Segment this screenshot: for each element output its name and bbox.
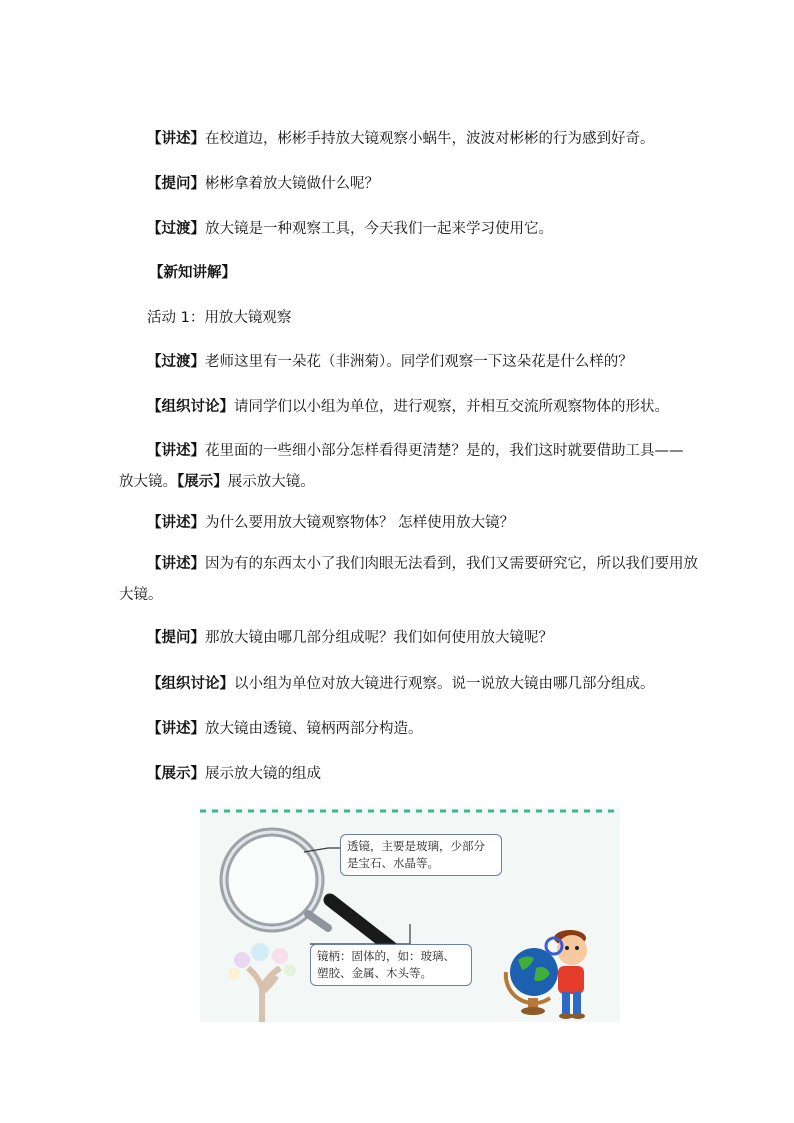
handle-callout-line: 镜柄：固体的，如：玻璃、 bbox=[317, 949, 455, 963]
paragraph-text: 展示放大镜。 bbox=[227, 474, 315, 490]
paragraph-text: 放大镜。 bbox=[119, 474, 177, 490]
paragraph-tag: 【讲述】 bbox=[147, 721, 205, 737]
paragraph-text: 为什么要用放大镜观察物体？ 怎样使用放大镜？ bbox=[205, 515, 515, 531]
paragraph-text: 请同学们以小组为单位，进行观察，并相互交流所观察物体的形状。 bbox=[234, 399, 669, 415]
paragraph-text: 以小组为单位对放大镜进行观察。说一说放大镜由哪几部分组成。 bbox=[234, 676, 655, 692]
paragraph-text: 老师这里有一朵花（非洲菊）。同学们观察一下这朵花是什么样的？ bbox=[205, 354, 633, 370]
paragraph bbox=[147, 129, 655, 149]
paragraph-text: 在校道边，彬彬手持放大镜观察小蜗牛，波波对彬彬的行为感到好奇。 bbox=[205, 131, 655, 147]
paragraph bbox=[147, 628, 553, 648]
activity-title bbox=[147, 308, 291, 328]
paragraph-text: 因为有的东西太小了我们肉眼无法看到，我们又需要研究它，所以我们要用放 bbox=[205, 556, 698, 572]
paragraph-tag: 【过渡】 bbox=[147, 354, 205, 370]
paragraph-tag: 【讲述】 bbox=[147, 556, 205, 572]
handle-callout bbox=[310, 944, 472, 986]
lens-callout-line: 是宝石、水晶等。 bbox=[347, 856, 439, 870]
paragraph bbox=[147, 764, 321, 784]
paragraph bbox=[147, 554, 698, 574]
paragraph bbox=[147, 674, 655, 694]
lens-callout-line: 透镜，主要是玻璃，少部分 bbox=[347, 839, 485, 853]
paragraph-tag: 【讲述】 bbox=[147, 131, 205, 147]
paragraph-text: 花里面的一些细小部分怎样看得更清楚？是的，我们这时就要借助工具—— bbox=[205, 443, 684, 459]
paragraph bbox=[147, 513, 514, 533]
handle-callout-line: 塑胶、金属、木头等。 bbox=[317, 966, 432, 980]
paragraph-tag: 【组织讨论】 bbox=[147, 399, 234, 415]
globe-icon bbox=[506, 948, 558, 1015]
paragraph-tag: 【过渡】 bbox=[147, 221, 205, 237]
paragraph-tag: 【展示】 bbox=[177, 474, 228, 490]
tree-decoration-icon bbox=[228, 943, 296, 1022]
paragraph bbox=[147, 441, 684, 461]
magnifier-diagram bbox=[200, 808, 620, 1022]
paragraph-continuation bbox=[119, 585, 163, 605]
paragraph-text: 放大镜由透镜、镜柄两部分构造。 bbox=[205, 721, 423, 737]
paragraph-text: 彬彬拿着放大镜做什么呢？ bbox=[205, 176, 379, 192]
paragraph-continuation bbox=[119, 472, 315, 492]
paragraph bbox=[147, 174, 379, 194]
paragraph-tag: 【展示】 bbox=[147, 766, 205, 782]
paragraph-tag: 【讲述】 bbox=[147, 443, 205, 459]
section-heading-text: 【新知讲解】 bbox=[149, 265, 236, 281]
paragraph bbox=[147, 219, 553, 239]
paragraph-tag: 【提问】 bbox=[147, 630, 205, 646]
paragraph-text: 大镜。 bbox=[119, 587, 163, 603]
paragraph-tag: 【组织讨论】 bbox=[147, 676, 234, 692]
paragraph-tag: 【提问】 bbox=[147, 176, 205, 192]
paragraph bbox=[147, 352, 633, 372]
lens-callout bbox=[340, 834, 502, 876]
activity-title-text: 活动 1：用放大镜观察 bbox=[147, 310, 292, 326]
paragraph-text: 放大镜是一种观察工具，今天我们一起来学习使用它。 bbox=[205, 221, 553, 237]
paragraph bbox=[147, 397, 669, 417]
paragraph-text: 那放大镜由哪几部分组成呢？我们如何使用放大镜呢？ bbox=[205, 630, 553, 646]
paragraph-text: 展示放大镜的组成 bbox=[205, 766, 321, 782]
paragraph bbox=[147, 719, 423, 739]
paragraph-tag: 【讲述】 bbox=[147, 515, 205, 531]
section-heading bbox=[149, 263, 236, 283]
